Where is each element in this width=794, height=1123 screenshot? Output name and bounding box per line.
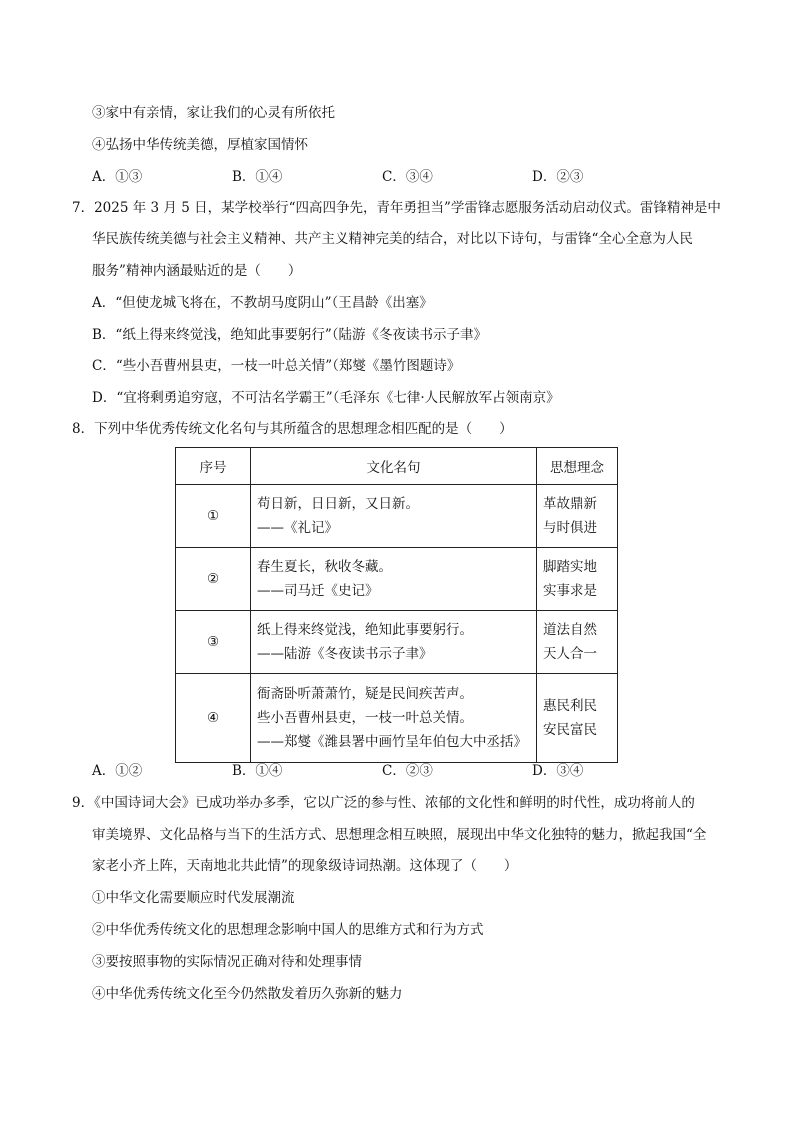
idea-line: 革故鼎新 <box>543 496 597 512</box>
q8-row-num: ③ <box>176 611 251 674</box>
q9-stem-line-1: 9．《中国诗词大会》已成功举办多季，它以广泛的参与性、浓郁的文化性和鲜明的时代性，成功将前人的 <box>72 795 695 811</box>
q7-option-b[interactable]: B．“纸上得来终觉浅，绝知此事要躬行”（陆游《冬夜读书示子聿》 <box>92 327 487 343</box>
idea-line: 天人合一 <box>543 646 597 662</box>
q8-options <box>92 761 652 781</box>
q8-row-quote <box>251 485 537 548</box>
q8-option-b[interactable]: B．①④ <box>232 763 283 779</box>
table-row <box>176 548 618 611</box>
q8-header-quote: 文化名句 <box>251 448 537 485</box>
q7-option-c[interactable]: C．“些小吾曹州县吏，一枝一叶总关情”（郑燮《墨竹图题诗》 <box>92 358 461 374</box>
q8-row-idea <box>537 485 618 548</box>
q8-row-idea <box>537 674 618 763</box>
q8-row-num: ② <box>176 548 251 611</box>
q8-option-d[interactable]: D．③④ <box>532 763 584 779</box>
table-row <box>176 485 618 548</box>
prev-item-3: ③家中有亲情，家让我们的心灵有所依托 <box>92 105 335 121</box>
q9-stem-line-2: 审美境界、文化品格与当下的生活方式、思想理念相互映照，展现出中华文化独特的魅力，掀起我国“全 <box>92 827 707 843</box>
q7-option-a[interactable]: A．“但使龙城飞将在，不教胡马度阴山”（王昌龄《出塞》 <box>92 295 433 311</box>
idea-line: 实事求是 <box>543 583 597 599</box>
q8-row-idea <box>537 611 618 674</box>
quote-line: 衙斋卧听萧萧竹，疑是民间疾苦声。 <box>257 686 473 702</box>
idea-line: 安民富民 <box>543 722 597 738</box>
idea-line: 道法自然 <box>543 622 597 638</box>
quote-line: 春生夏长，秋收冬藏。 <box>257 559 392 575</box>
q9-stem-line-3: 家老小齐上阵，天南地北共此情”的现象级诗词热潮。这体现了（ ） <box>92 858 518 874</box>
q8-row-idea <box>537 548 618 611</box>
q8-header-idea: 思想理念 <box>537 448 618 485</box>
quote-line: 苟日新，日日新，又日新。 <box>257 496 419 512</box>
q7-option-d[interactable]: D．“宜将剩勇追穷寇，不可沽名学霸王”（毛泽东《七律·人民解放军占领南京》 <box>92 390 560 406</box>
q8-option-c[interactable]: C．②③ <box>382 763 433 779</box>
q8-stem: 8．下列中华优秀传统文化名句与其所蕴含的思想理念相匹配的是（ ） <box>72 421 513 437</box>
q7-stem-line-3: 服务”精神内涵最贴近的是（ ） <box>92 263 302 279</box>
q8-header-num: 序号 <box>176 448 251 485</box>
table-row <box>176 674 618 763</box>
q8-row-quote <box>251 611 537 674</box>
q8-row-num: ④ <box>176 674 251 763</box>
q9-item-1: ①中华文化需要顺应时代发展潮流 <box>92 890 295 906</box>
q9-item-3: ③要按照事物的实际情况正确对待和处理事情 <box>92 954 362 970</box>
quote-source: ——司马迁《史记》 <box>257 583 379 599</box>
q7-stem-line-2: 华民族传统美德与社会主义精神、共产主义精神完美的结合，对比以下诗句，与雷锋“全心全意为人民 <box>92 231 693 247</box>
q9-item-2: ②中华优秀传统文化的思想理念影响中国人的思维方式和行为方式 <box>92 922 484 938</box>
q9-item-4: ④中华优秀传统文化至今仍然散发着历久弥新的魅力 <box>92 986 403 1002</box>
q8-option-a[interactable]: A．①② <box>92 763 143 779</box>
prev-item-4: ④弘扬中华传统美德，厚植家国情怀 <box>92 137 308 153</box>
q8-row-num: ① <box>176 485 251 548</box>
prev-option-a[interactable]: A．①③ <box>92 169 143 185</box>
q8-table <box>175 447 618 763</box>
q8-row-quote <box>251 674 537 763</box>
prev-option-b[interactable]: B．①④ <box>232 169 283 185</box>
prev-options <box>92 167 652 187</box>
idea-line: 脚踏实地 <box>543 559 597 575</box>
quote-source: ——陆游《冬夜读书示子聿》 <box>257 646 433 662</box>
quote-line: 些小吾曹州县吏，一枝一叶总关情。 <box>257 710 473 726</box>
idea-line: 惠民利民 <box>543 698 597 714</box>
quote-source: ——《礼记》 <box>257 520 338 536</box>
quote-line: 纸上得来终觉浅，绝知此事要躬行。 <box>257 622 473 638</box>
q7-stem-line-1: 7．2025 年 3 月 5 日，某学校举行“四高四争先，青年勇担当”学雷锋志愿服务活动启动仪式。雷锋精神是中 <box>72 200 721 216</box>
quote-source: ——郑燮《潍县署中画竹呈年伯包大中丞括》 <box>257 734 527 750</box>
table-row <box>176 611 618 674</box>
prev-option-d[interactable]: D．②③ <box>532 169 584 185</box>
q8-row-quote <box>251 548 537 611</box>
idea-line: 与时俱进 <box>543 520 597 536</box>
prev-option-c[interactable]: C．③④ <box>382 169 433 185</box>
